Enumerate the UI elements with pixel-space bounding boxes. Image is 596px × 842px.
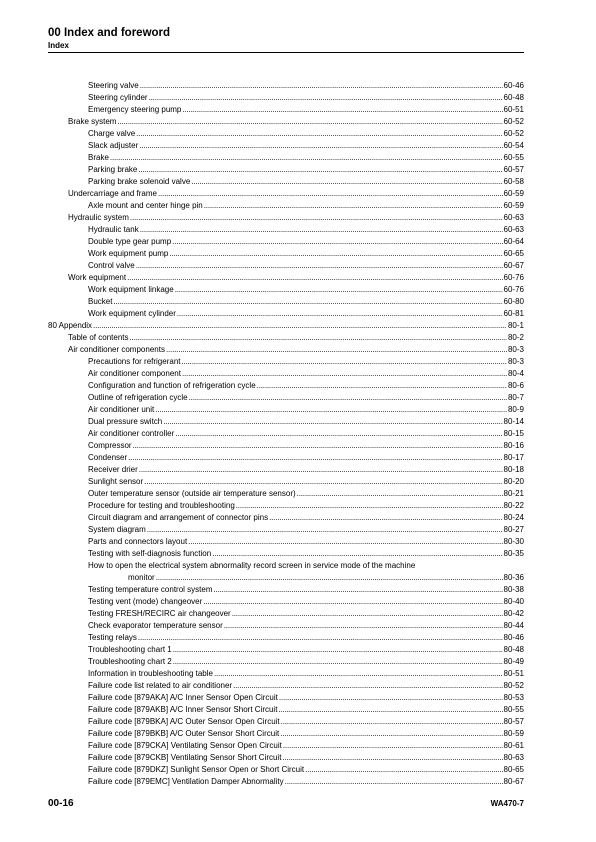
toc-entry[interactable]: [48, 764, 524, 776]
toc-entry-label: Procedure for testing and troubleshooting: [88, 501, 235, 510]
toc-entry[interactable]: [48, 500, 524, 512]
leader-dots: [163, 416, 502, 428]
toc-entry-label: Precautions for refrigerant: [88, 357, 181, 366]
toc-entry[interactable]: [48, 428, 524, 440]
toc-entry-label: Hydraulic tank: [88, 225, 139, 234]
leader-dots: [189, 392, 507, 404]
toc-entry-page: 60-63: [503, 213, 524, 222]
toc-entry-label: Control valve: [88, 261, 135, 270]
toc-entry-page: 60-57: [503, 165, 524, 174]
toc-entry-page: 80-49: [503, 657, 524, 666]
leader-dots: [283, 740, 503, 752]
toc-entry[interactable]: [48, 260, 524, 272]
toc-entry-page: 80-35: [503, 549, 524, 558]
toc-entry-label: monitor: [128, 573, 155, 582]
toc-entry-page: 60-52: [503, 117, 524, 126]
toc-entry-page: 80-1: [507, 321, 524, 330]
toc-list: [48, 80, 524, 788]
toc-entry-label: Testing with self-diagnosis function: [88, 549, 212, 558]
leader-dots: [182, 104, 502, 116]
leader-dots: [269, 512, 502, 524]
page-header: [48, 27, 524, 51]
toc-entry-page: 60-54: [503, 141, 524, 150]
toc-entry-label: Failure code [879BKB] A/C Outer Sensor Short Circuit: [88, 729, 280, 738]
toc-entry-label: Circuit diagram and arrangement of connector pins: [88, 513, 269, 522]
toc-entry-label: Air conditioner unit: [88, 405, 155, 414]
toc-entry-page: 80-17: [503, 453, 524, 462]
toc-entry-page: 60-67: [503, 261, 524, 270]
toc-entry-page: 60-51: [503, 105, 524, 114]
leader-dots: [214, 668, 503, 680]
toc-entry-label: Work equipment pump: [88, 249, 169, 258]
toc-entry-label: Outer temperature sensor (outside air temperature sensor): [88, 489, 296, 498]
toc-entry[interactable]: [48, 608, 524, 620]
toc-entry[interactable]: [48, 692, 524, 704]
toc-entry-page: 80-30: [503, 537, 524, 546]
toc-entry-label: Testing temperature control system: [88, 585, 213, 594]
leader-dots: [140, 80, 503, 92]
toc-entry-label: Work equipment: [68, 273, 127, 282]
toc-entry-page: 80-48: [503, 645, 524, 654]
toc-entry-label: Testing relays: [88, 633, 137, 642]
toc-entry-label: Work equipment cylinder: [88, 309, 176, 318]
leader-dots: [144, 476, 502, 488]
toc-entry-page: 80-59: [503, 729, 524, 738]
leader-dots: [236, 500, 503, 512]
toc-entry[interactable]: [48, 92, 524, 104]
leader-dots: [282, 752, 502, 764]
toc-entry-page: 80-38: [503, 585, 524, 594]
toc-entry[interactable]: [48, 776, 524, 788]
toc-entry-label: Failure code [879EMC] Ventilation Damper Abnormality: [88, 777, 284, 786]
toc-entry[interactable]: [48, 536, 524, 548]
toc-entry-page: 80-4: [507, 369, 524, 378]
toc-entry-page: 80-2: [507, 333, 524, 342]
toc-entry[interactable]: [48, 716, 524, 728]
toc-entry-label: Double type gear pump: [88, 237, 172, 246]
toc-entry[interactable]: [48, 188, 524, 200]
toc-entry-label: Failure code [879BKA] A/C Outer Sensor Open Circuit: [88, 717, 280, 726]
toc-entry[interactable]: [48, 116, 524, 128]
toc-entry[interactable]: [48, 668, 524, 680]
toc-entry[interactable]: [48, 488, 524, 500]
toc-entry-page: 80-67: [503, 777, 524, 786]
toc-entry[interactable]: [48, 512, 524, 524]
toc-entry-label: Steering valve: [88, 81, 139, 90]
toc-entry[interactable]: [48, 392, 524, 404]
toc-entry[interactable]: [48, 656, 524, 668]
leader-dots: [155, 404, 507, 416]
leader-dots: [257, 380, 507, 392]
toc-entry-label: Parts and connectors layout: [88, 537, 188, 546]
toc-entry[interactable]: [48, 584, 524, 596]
toc-entry-label: Outline of refrigeration cycle: [88, 393, 188, 402]
toc-entry-page: 60-65: [503, 249, 524, 258]
toc-entry[interactable]: [48, 128, 524, 140]
toc-entry-page: 60-59: [503, 189, 524, 198]
toc-entry-label: Check evaporator temperature sensor: [88, 621, 223, 630]
toc-entry-page: 60-52: [503, 129, 524, 138]
toc-entry-page: 80-9: [507, 405, 524, 414]
toc-entry-page: 80-7: [507, 393, 524, 402]
leader-dots: [172, 236, 502, 248]
leader-dots: [182, 368, 507, 380]
toc-entry-label: Brake system: [68, 117, 117, 126]
toc-entry-page: 80-18: [503, 465, 524, 474]
toc-entry-page: 60-63: [503, 225, 524, 234]
header-rule: [48, 52, 524, 53]
toc-entry-label: Information in troubleshooting table: [88, 669, 213, 678]
toc-entry[interactable]: [48, 164, 524, 176]
leader-dots: [297, 488, 503, 500]
leader-dots: [173, 656, 503, 668]
leader-dots: [182, 356, 507, 368]
leader-dots: [156, 572, 503, 584]
toc-entry[interactable]: [48, 440, 524, 452]
toc-entry[interactable]: [48, 368, 524, 380]
leader-dots: [133, 440, 503, 452]
toc-entry-page: 80-61: [503, 741, 524, 750]
leader-dots: [127, 272, 502, 284]
toc-entry-page: 80-40: [503, 597, 524, 606]
toc-entry-label: System diagram: [88, 525, 146, 534]
toc-entry[interactable]: [48, 572, 524, 584]
footer-model: WA470-7: [490, 799, 524, 808]
leader-dots: [140, 224, 503, 236]
page-subtitle: Index: [48, 41, 69, 50]
toc-entry-label: Receiver drier: [88, 465, 138, 474]
toc-entry-label: Undercarriage and frame: [68, 189, 157, 198]
toc-entry-label: Parking brake: [88, 165, 138, 174]
toc-entry-label: Emergency steering pump: [88, 105, 182, 114]
leader-dots: [177, 308, 503, 320]
leader-dots: [169, 248, 502, 260]
leader-dots: [281, 716, 503, 728]
toc-entry-page: 80-14: [503, 417, 524, 426]
toc-entry-label: Work equipment linkage: [88, 285, 174, 294]
toc-entry[interactable]: [48, 464, 524, 476]
leader-dots: [139, 140, 502, 152]
toc-entry-label: Sunlight sensor: [88, 477, 144, 486]
toc-entry-page: 60-48: [503, 93, 524, 102]
leader-dots: [136, 260, 503, 272]
toc-entry[interactable]: [48, 644, 524, 656]
toc-entry-label: Parking brake solenoid valve: [88, 177, 191, 186]
leader-dots: [117, 116, 502, 128]
leader-dots: [139, 464, 503, 476]
leader-dots: [129, 332, 507, 344]
toc-entry-page: 60-58: [503, 177, 524, 186]
toc-entry-page: 60-59: [503, 201, 524, 210]
leader-dots: [110, 152, 503, 164]
leader-dots: [128, 452, 502, 464]
toc-entry[interactable]: [48, 380, 524, 392]
toc-entry-label: Bucket: [88, 297, 113, 306]
toc-entry-label: Troubleshooting chart 2: [88, 657, 172, 666]
toc-entry[interactable]: [48, 356, 524, 368]
toc-entry-label: Dual pressure switch: [88, 417, 163, 426]
toc-entry-label: Failure code list related to air conditioner: [88, 681, 233, 690]
toc-entry[interactable]: [48, 452, 524, 464]
toc-entry[interactable]: [48, 632, 524, 644]
toc-entry-page: 60-76: [503, 285, 524, 294]
toc-entry-label: Axle mount and center hinge pin: [88, 201, 203, 210]
toc-entry-page: 80-44: [503, 621, 524, 630]
toc-entry-label: Compressor: [88, 441, 132, 450]
toc-entry[interactable]: [48, 680, 524, 692]
leader-dots: [232, 608, 503, 620]
toc-entry[interactable]: [48, 416, 524, 428]
leader-dots: [203, 596, 502, 608]
toc-entry-label-wrapped: How to open the electrical system abnormality record screen in service mode of the machine: [88, 561, 416, 570]
toc-entry[interactable]: [48, 212, 524, 224]
toc-entry-label: 80 Appendix: [48, 321, 93, 330]
toc-entry-label: Failure code [879AKA] A/C Inner Sensor Open Circuit: [88, 693, 278, 702]
toc-entry-label: Hydraulic system: [68, 213, 129, 222]
leader-dots: [280, 728, 502, 740]
leader-dots: [279, 692, 503, 704]
toc-entry-page: 80-3: [507, 345, 524, 354]
toc-entry-label: Charge valve: [88, 129, 136, 138]
leader-dots: [158, 188, 503, 200]
toc-entry-page: 80-63: [503, 753, 524, 762]
leader-dots: [191, 176, 502, 188]
leader-dots: [278, 704, 502, 716]
toc-entry[interactable]: [48, 236, 524, 248]
toc-entry-page: 60-55: [503, 153, 524, 162]
toc-entry-label: Testing vent (mode) changeover: [88, 597, 203, 606]
toc-entry[interactable]: [48, 620, 524, 632]
toc-entry-label: Troubleshooting chart 1: [88, 645, 172, 654]
toc-entry-label: Air conditioner components: [68, 345, 165, 354]
leader-dots: [166, 344, 507, 356]
leader-dots: [175, 428, 502, 440]
leader-dots: [204, 200, 503, 212]
toc-entry[interactable]: [48, 104, 524, 116]
toc-entry-page: 60-81: [503, 309, 524, 318]
toc-entry[interactable]: [48, 740, 524, 752]
toc-entry-label: Brake: [88, 153, 109, 162]
toc-entry-label: Air conditioner controller: [88, 429, 175, 438]
leader-dots: [113, 296, 502, 308]
toc-entry[interactable]: [48, 320, 524, 332]
leader-dots: [305, 764, 502, 776]
toc-entry-label: Table of contents: [68, 333, 129, 342]
toc-entry-page: 80-53: [503, 693, 524, 702]
leader-dots: [138, 632, 503, 644]
leader-dots: [130, 212, 503, 224]
toc-entry[interactable]: [48, 344, 524, 356]
toc-entry-page: 80-57: [503, 717, 524, 726]
toc-entry-label: Failure code [879AKB] A/C Inner Sensor Short Circuit: [88, 705, 278, 714]
toc-entry-page: 80-15: [503, 429, 524, 438]
toc-entry[interactable]: [48, 548, 524, 560]
leader-dots: [285, 776, 503, 788]
toc-entry-page: 80-3: [507, 357, 524, 366]
toc-entry-label: Steering cylinder: [88, 93, 148, 102]
toc-entry-page: 60-46: [503, 81, 524, 90]
toc-entry[interactable]: [48, 272, 524, 284]
toc-entry-page: 80-22: [503, 501, 524, 510]
toc-entry-page: 80-55: [503, 705, 524, 714]
toc-entry[interactable]: [48, 224, 524, 236]
toc-entry[interactable]: [48, 308, 524, 320]
toc-entry-label: Condenser: [88, 453, 128, 462]
toc-entry[interactable]: [48, 728, 524, 740]
toc-entry-page: 80-6: [507, 381, 524, 390]
toc-entry-label: Slack adjuster: [88, 141, 139, 150]
toc-entry-page: 60-76: [503, 273, 524, 282]
toc-entry-page: 80-21: [503, 489, 524, 498]
toc-entry[interactable]: [48, 200, 524, 212]
toc-entry-label: Air conditioner component: [88, 369, 181, 378]
toc-entry[interactable]: [48, 332, 524, 344]
leader-dots: [212, 548, 502, 560]
toc-entry-label: Testing FRESH/RECIRC air changeover: [88, 609, 231, 618]
leader-dots: [93, 320, 507, 332]
toc-entry-label: Failure code [879DKZ] Sunlight Sensor Open or Short Circuit: [88, 765, 305, 774]
toc-entry-page: 80-36: [503, 573, 524, 582]
toc-entry[interactable]: [48, 596, 524, 608]
leader-dots: [175, 284, 503, 296]
leader-dots: [149, 92, 503, 104]
toc-entry[interactable]: [48, 248, 524, 260]
toc-entry-page: 60-64: [503, 237, 524, 246]
page-title: 00 Index and foreword: [48, 27, 171, 39]
toc-entry[interactable]: [48, 752, 524, 764]
toc-entry-page: 80-20: [503, 477, 524, 486]
toc-entry-label: Configuration and function of refrigeration cycle: [88, 381, 256, 390]
toc-entry[interactable]: [48, 476, 524, 488]
toc-entry[interactable]: [48, 176, 524, 188]
leader-dots: [136, 128, 502, 140]
toc-entry[interactable]: [48, 152, 524, 164]
toc-entry[interactable]: [48, 140, 524, 152]
toc-entry-page: 80-52: [503, 681, 524, 690]
toc-entry-page: 80-65: [503, 765, 524, 774]
toc-entry-page: 80-42: [503, 609, 524, 618]
footer-page-number: 00-16: [48, 798, 74, 809]
toc-entry[interactable]: [48, 404, 524, 416]
leader-dots: [188, 536, 502, 548]
toc-entry-page: 80-46: [503, 633, 524, 642]
leader-dots: [214, 584, 503, 596]
toc-entry[interactable]: [48, 284, 524, 296]
leader-dots: [173, 644, 503, 656]
leader-dots: [147, 524, 503, 536]
leader-dots: [233, 680, 502, 692]
toc-entry-label: Failure code [879CKA] Ventilating Sensor Open Circuit: [88, 741, 282, 750]
toc-entry-page: 80-16: [503, 441, 524, 450]
leader-dots: [138, 164, 502, 176]
toc-entry-page: 80-27: [503, 525, 524, 534]
toc-entry[interactable]: [48, 704, 524, 716]
toc-entry-label: Failure code [879CKB] Ventilating Sensor Short Circuit: [88, 753, 282, 762]
leader-dots: [224, 620, 503, 632]
toc-entry[interactable]: [48, 524, 524, 536]
toc-entry-page: 80-51: [503, 669, 524, 678]
toc-entry[interactable]: [48, 80, 524, 92]
toc-entry[interactable]: [48, 296, 524, 308]
toc-entry-page: 60-80: [503, 297, 524, 306]
toc-entry-page: 80-24: [503, 513, 524, 522]
